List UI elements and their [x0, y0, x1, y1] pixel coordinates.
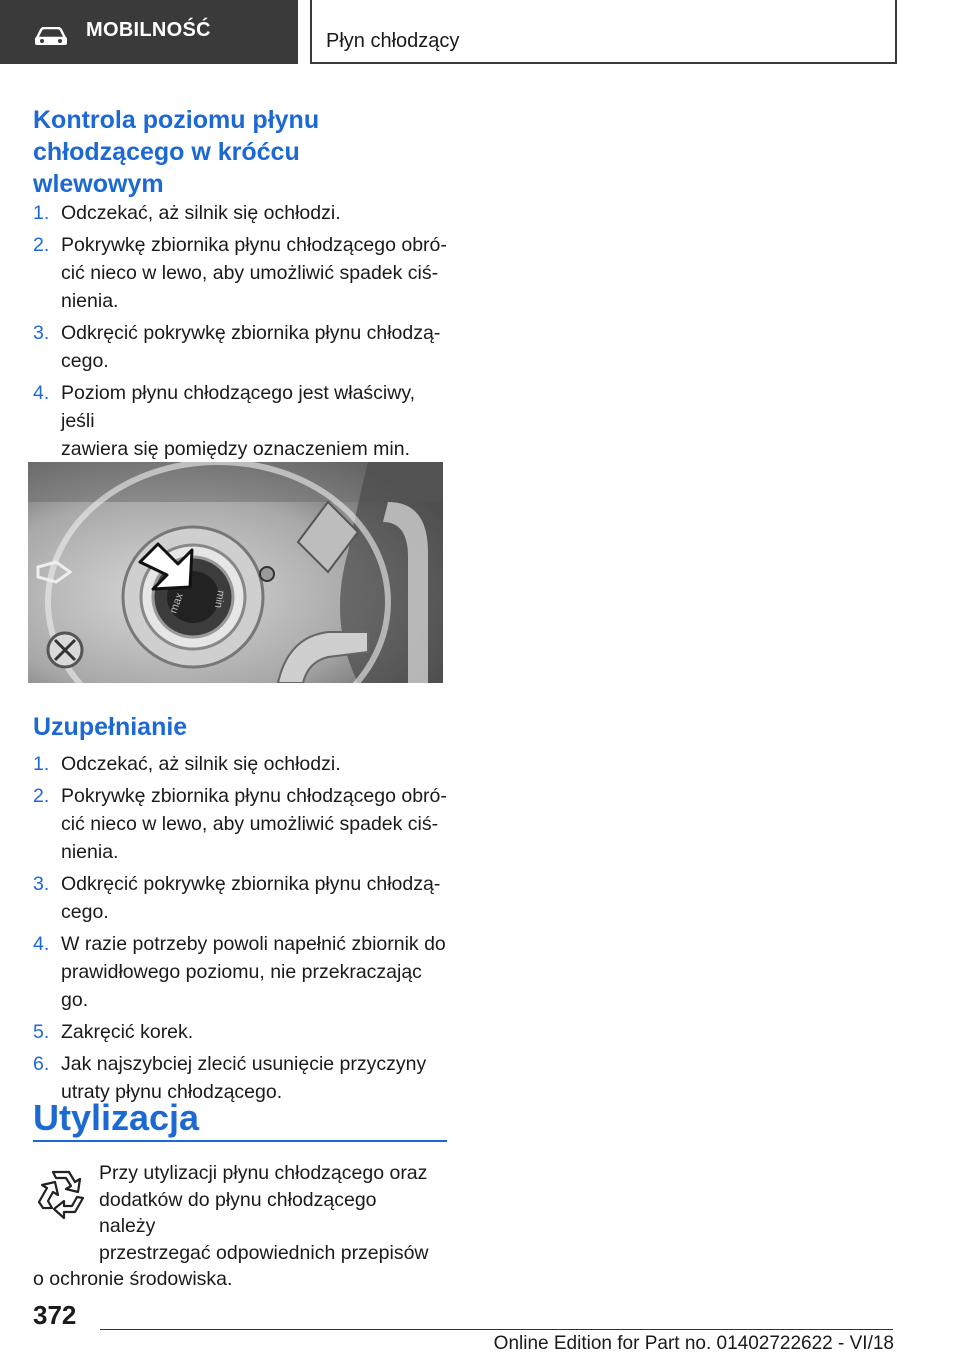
header-section-title: MOBILNOŚĆ — [86, 19, 211, 41]
step-text: utraty płynu chłodzącego. — [61, 1081, 283, 1103]
refill-section-title: Uzupełnianie — [33, 713, 188, 741]
step-text: Zakręcić korek. — [61, 1021, 194, 1043]
step-text: cić nieco w lewo, aby umożliwić spadek ciś- — [61, 262, 439, 284]
step-number: 2. — [33, 234, 50, 256]
disposal-line: dodatków do płynu chłodzącego należy — [99, 1188, 377, 1237]
footer-edition: Online Edition for Part no. 01402722622 - VI/18 — [493, 1333, 894, 1354]
step-text: prawidłowego poziomu, nie przekraczając go. — [61, 961, 422, 1011]
step-number: 4. — [33, 382, 50, 404]
header-chapter-title: Płyn chłodzący — [326, 30, 460, 52]
step-text: cego. — [61, 901, 109, 923]
step-text: cić nieco w lewo, aby umożliwić spadek ciś- — [61, 813, 439, 835]
step-text: nienia. — [61, 841, 119, 863]
car-icon — [34, 27, 68, 47]
list-item — [33, 231, 453, 315]
step-text: Odkręcić pokrywkę zbiornika płynu chłodzą- — [61, 322, 441, 344]
step-text: Jak najszybciej zlecić usunięcie przyczyny — [61, 1053, 427, 1075]
footer-rule — [100, 1329, 893, 1330]
list-item — [33, 750, 453, 778]
list-item — [33, 782, 453, 866]
header-chapter-box — [310, 0, 897, 64]
title-underline — [33, 1140, 447, 1142]
disposal-section-title: Utylizacja — [33, 1097, 200, 1138]
step-number: 4. — [33, 933, 50, 955]
step-text: W razie potrzeby powoli napełnić zbiornik do — [61, 933, 446, 955]
disposal-paragraph — [33, 1160, 433, 1293]
step-number: 3. — [33, 873, 50, 895]
disposal-line: o ochronie środowiska. — [33, 1268, 233, 1290]
step-text: zawiera się pomiędzy oznaczeniem min. — [61, 438, 410, 460]
min-mark: min — [211, 589, 227, 610]
step-text: nienia. — [61, 290, 119, 312]
disposal-line: przestrzegać odpowiednich przepisów — [99, 1241, 429, 1264]
step-text: Pokrywkę zbiornika płynu chłodzącego obró- — [61, 785, 447, 807]
step-text: Odczekać, aż silnik się ochłodzi. — [61, 753, 341, 775]
step-number: 1. — [33, 753, 50, 775]
list-item — [33, 930, 453, 1014]
step-number: 3. — [33, 322, 50, 344]
list-item — [33, 1018, 453, 1046]
max-mark: max — [167, 591, 186, 616]
step-number: 2. — [33, 785, 50, 807]
step-text: Poziom płynu chłodzącego jest właściwy, jeśli — [61, 382, 416, 432]
check-steps-list — [33, 199, 453, 495]
step-text: cego. — [61, 350, 109, 372]
refill-steps-list — [33, 750, 453, 1110]
page-number: 372 — [33, 1300, 77, 1330]
list-item — [33, 199, 453, 227]
step-text: Pokrywkę zbiornika płynu chłodzącego obró- — [61, 234, 447, 256]
step-number: 6. — [33, 1053, 50, 1075]
step-text: Odkręcić pokrywkę zbiornika płynu chłodzą- — [61, 873, 441, 895]
list-item — [33, 319, 453, 375]
step-number: 1. — [33, 202, 50, 224]
check-section-title: Kontrola poziomu płynu chłodzącego w króćcu wlewowym — [33, 106, 320, 198]
header-section-tab — [0, 0, 298, 64]
coolant-filler-neck-photo — [28, 462, 443, 683]
step-text: Odczekać, aż silnik się ochłodzi. — [61, 202, 341, 224]
step-number: 5. — [33, 1021, 50, 1043]
disposal-line: Przy utylizacji płynu chłodzącego oraz — [99, 1162, 428, 1184]
list-item — [33, 870, 453, 926]
